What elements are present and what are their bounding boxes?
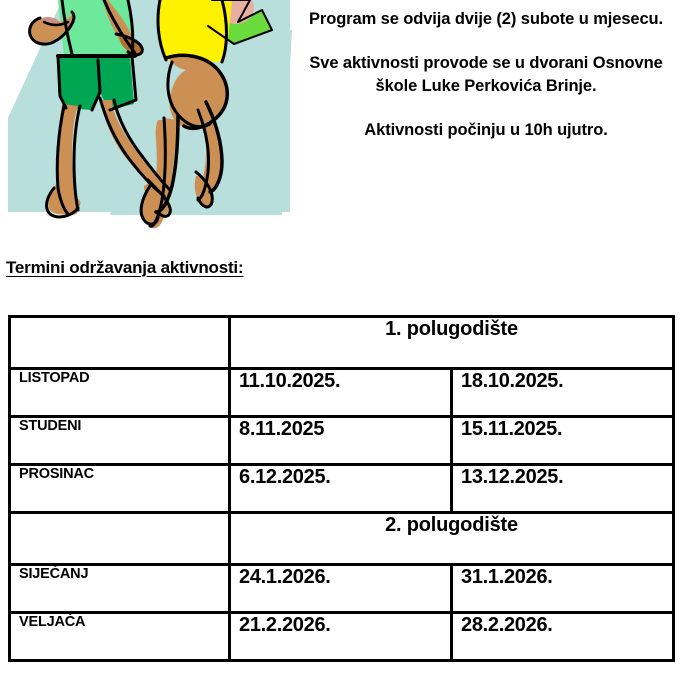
semester-2-header-row: [10, 513, 674, 565]
month-name: SIJEČANJ: [10, 565, 230, 613]
date-cell-2: 28.2.2026.: [452, 613, 674, 661]
semester-1-title: 1. polugodište: [230, 317, 674, 369]
month-name: VELJAČA: [10, 613, 230, 661]
date-cell-2: 13.12.2025.: [452, 465, 674, 513]
date-cell-2: 31.1.2026.: [452, 565, 674, 613]
intro-paragraph-3: Aktivnosti počinju u 10h ujutro.: [364, 120, 608, 139]
intro-paragraph-2: Sve aktivnosti provode se u dvorani Osnovne škole Luke Perkovića Brinje.: [309, 54, 663, 95]
table-row: [10, 465, 674, 513]
table-row: [10, 417, 674, 465]
month-name: STUDENI: [10, 417, 230, 465]
intro-paragraph-1: Program se odvija dvije (2) subote u mjesecu.: [308, 10, 664, 28]
semester-2-blank-cell: [10, 513, 230, 565]
intro-text-block: [300, 8, 672, 141]
date-cell-1: 6.12.2025.: [230, 465, 452, 513]
date-cell-2: 15.11.2025.: [452, 417, 674, 465]
date-cell-1: 24.1.2026.: [230, 565, 452, 613]
month-name: PROSINAC: [10, 465, 230, 513]
date-cell-1: 21.2.2026.: [230, 613, 452, 661]
semester-1-header-row: [10, 317, 674, 369]
semester-1-blank-cell: [10, 317, 230, 369]
month-name: LISTOPAD: [10, 369, 230, 417]
schedule-table: [8, 315, 675, 662]
date-cell-1: 8.11.2025: [230, 417, 452, 465]
table-row: [10, 613, 674, 661]
schedule-heading: Termini održavanja aktivnosti:: [6, 258, 244, 277]
date-cell-2: 18.10.2025.: [452, 369, 674, 417]
table-row: [10, 369, 674, 417]
semester-2-title: 2. polugodište: [230, 513, 674, 565]
date-cell-1: 11.10.2025.: [230, 369, 452, 417]
exercise-illustration: [0, 0, 300, 240]
table-row: [10, 565, 674, 613]
